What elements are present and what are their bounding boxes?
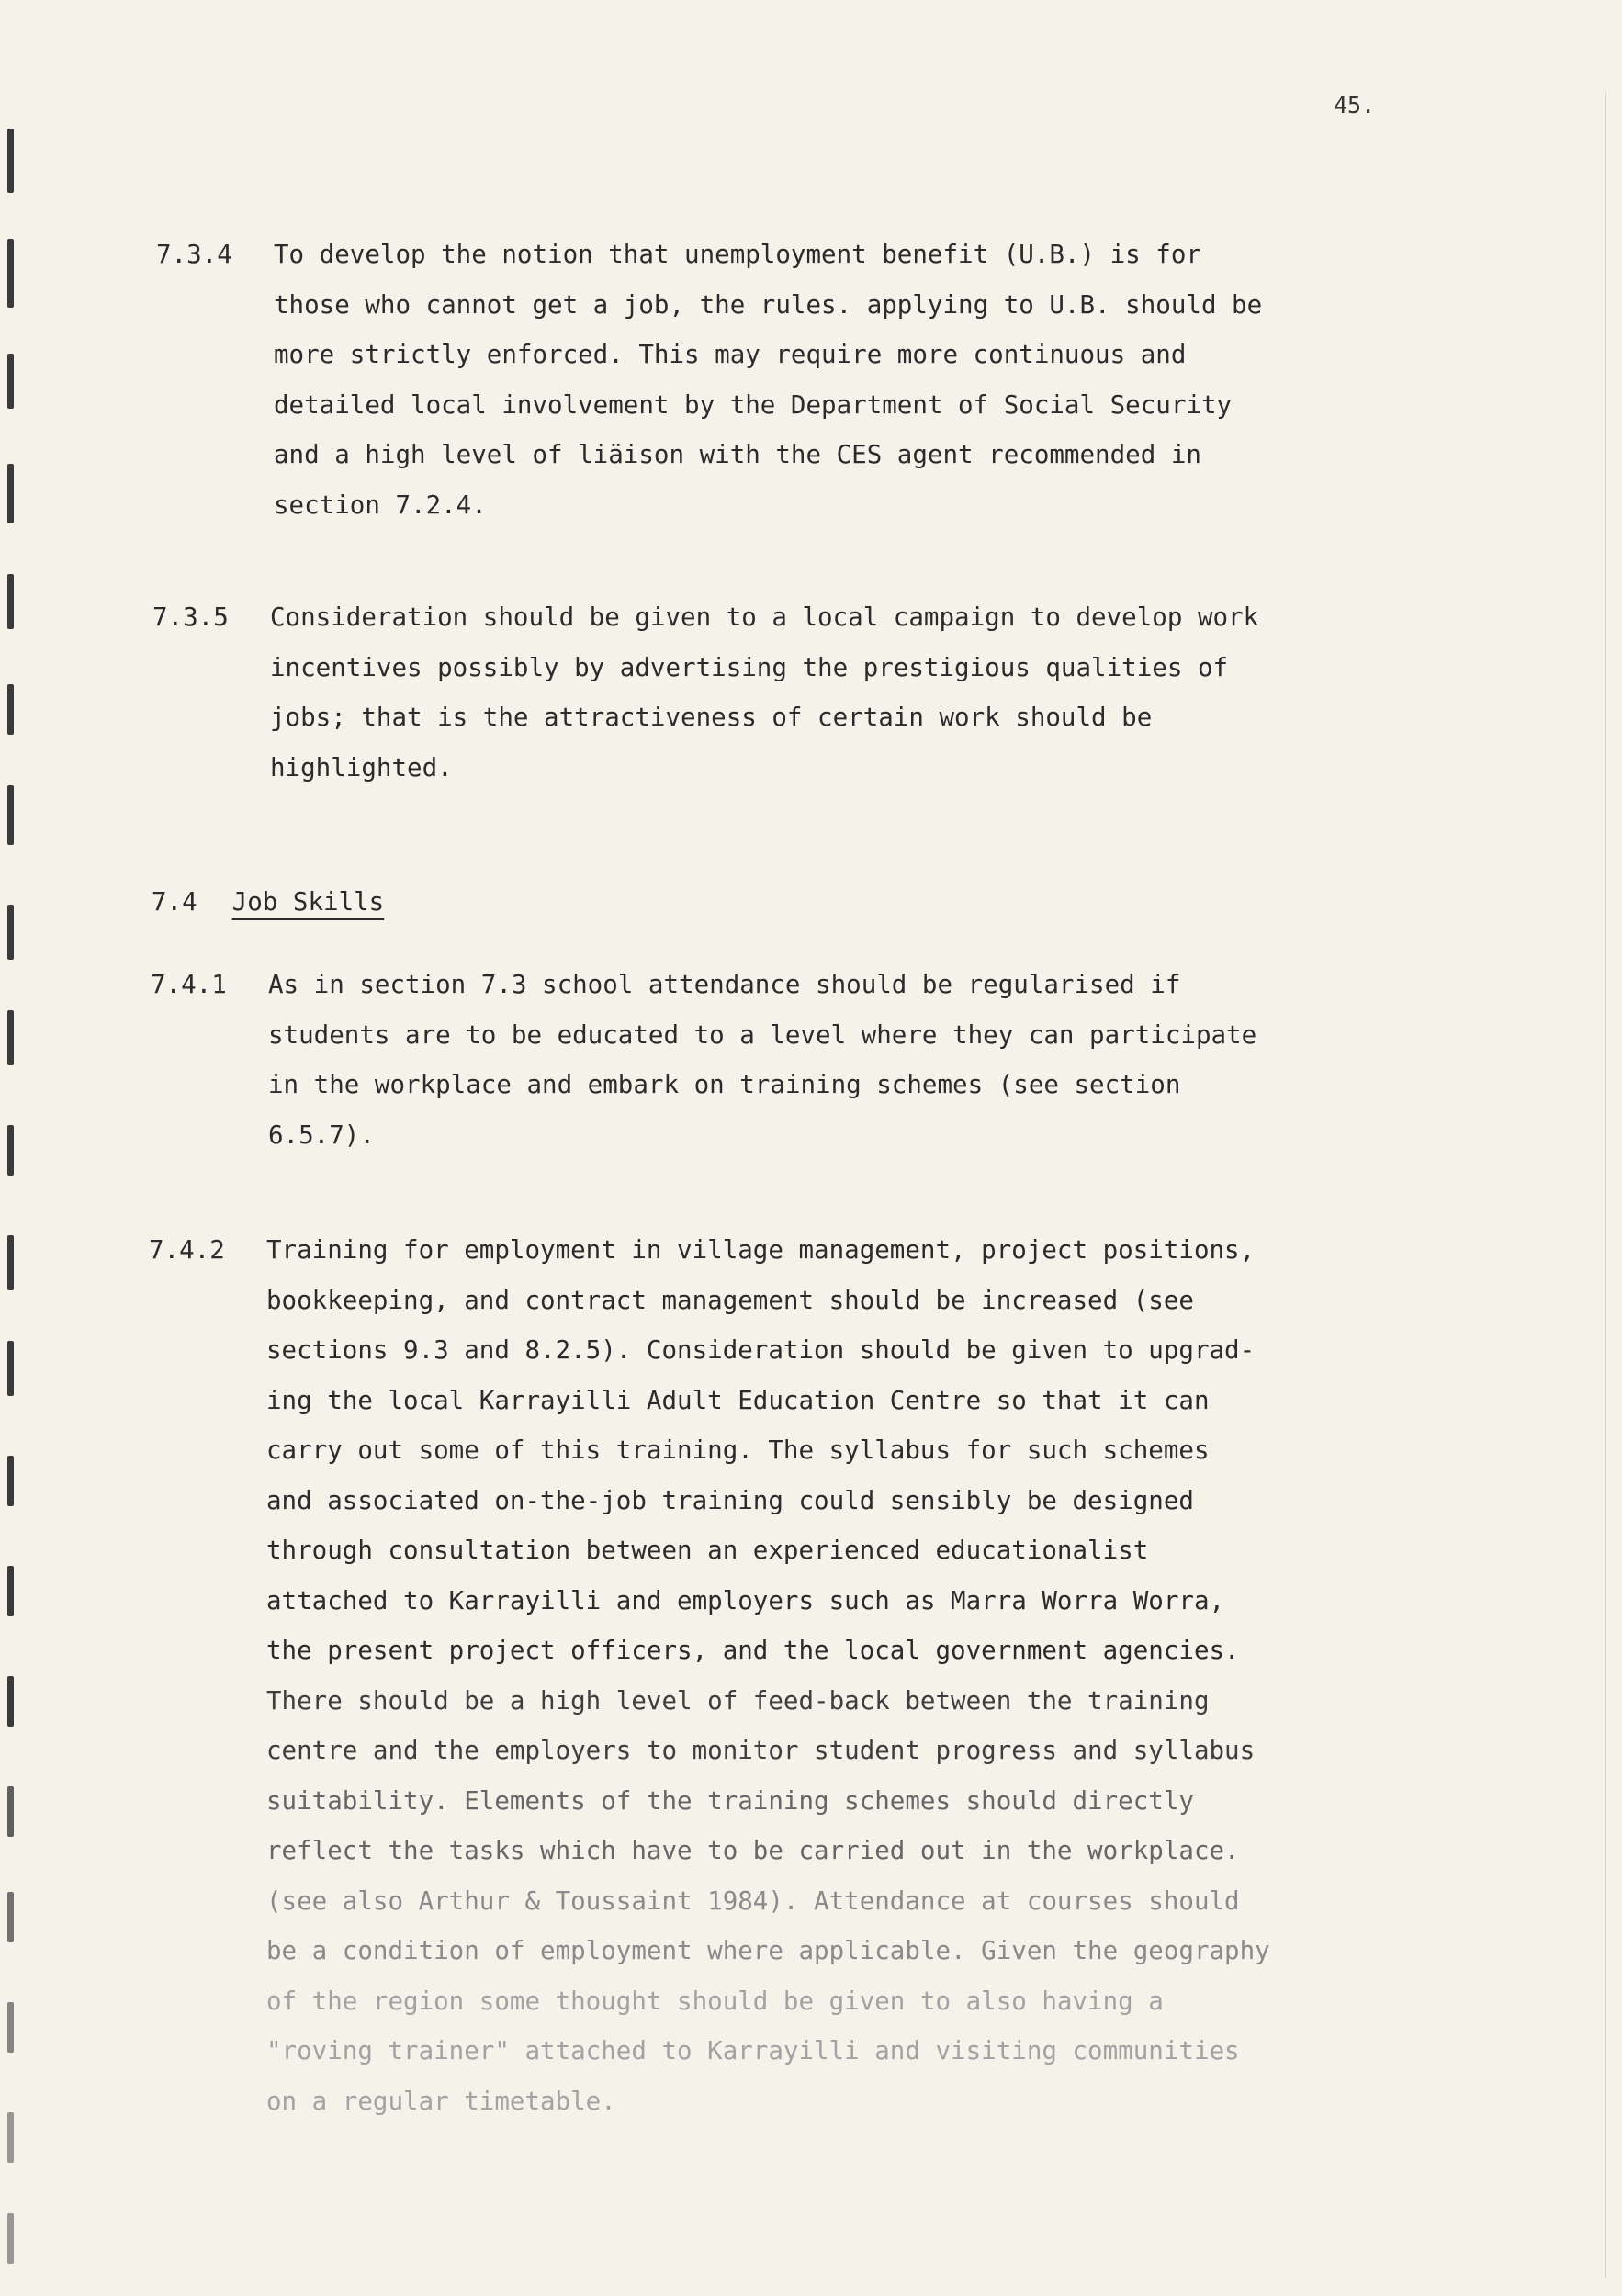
text-line: in the workplace and embark on training schemes (see section xyxy=(268,1070,1181,1099)
binding-mark xyxy=(7,1786,14,1837)
text-line: sections 9.3 and 8.2.5). Consideration should be given to upgrad- xyxy=(266,1335,1256,1365)
text-line: students are to be educated to a level where they can participate xyxy=(268,1019,1257,1050)
clause-number: 7.3.4 xyxy=(156,240,232,269)
text-line: reflect the tasks which have to be carried out in the workplace. xyxy=(266,1836,1240,1865)
text-line: section 7.2.4. xyxy=(274,490,487,520)
binding-mark xyxy=(7,239,14,308)
text-line: incentives possibly by advertising the prestigious qualities of xyxy=(270,652,1229,682)
clause-number: 7.3.5 xyxy=(152,602,229,632)
binding-mark xyxy=(7,2213,14,2264)
text-line: Consideration should be given to a local campaign to develop work xyxy=(270,602,1259,632)
clause-body xyxy=(268,960,1256,1160)
text-line: (see also Arthur & Toussaint 1984). Attendance at courses should xyxy=(266,1885,1240,1916)
text-line: bookkeeping, and contract management should be increased (see xyxy=(266,1285,1194,1315)
text-line: 6.5.7). xyxy=(268,1120,375,1150)
binding-mark xyxy=(7,1235,14,1290)
binding-mark xyxy=(7,1010,14,1065)
text-line: Training for employment in village management, project positions, xyxy=(266,1235,1256,1265)
text-line: and associated on-the-job training could sensibly be designed xyxy=(266,1485,1194,1515)
text-line: attached to Karrayilli and employers such as Marra Worra Worra, xyxy=(266,1585,1225,1615)
binding-mark xyxy=(7,785,14,845)
section-number: 7.4 xyxy=(152,887,197,917)
text-line: those who cannot get a job, the rules. applying to U.B. should be xyxy=(274,289,1263,320)
binding-mark xyxy=(7,1125,14,1176)
text-line: the present project officers, and the local government agencies. xyxy=(266,1636,1240,1665)
text-line: highlighted. xyxy=(270,752,453,782)
text-line: There should be a high level of feed-back between the training xyxy=(266,1685,1210,1716)
binding-mark xyxy=(7,1456,14,1506)
binding-mark xyxy=(7,129,14,193)
clause-number: 7.4.1 xyxy=(151,970,227,999)
text-line: As in section 7.3 school attendance should be regularised if xyxy=(268,970,1181,999)
text-line: To develop the notion that unemployment benefit (U.B.) is for xyxy=(274,240,1201,269)
clause-body xyxy=(270,592,1258,793)
section-heading xyxy=(152,877,384,927)
binding-mark xyxy=(7,1892,14,1942)
clause-body xyxy=(274,230,1262,530)
text-line: carry out some of this training. The syllabus for such schemes xyxy=(266,1435,1210,1465)
binding-mark xyxy=(7,684,14,735)
text-line: through consultation between an experienced educationalist xyxy=(266,1536,1149,1565)
binding-mark xyxy=(7,2002,14,2053)
page-number: 45. xyxy=(1334,92,1376,118)
text-line: detailed local involvement by the Department of Social Security xyxy=(274,389,1233,420)
text-line: suitability. Elements of the training schemes should directly xyxy=(266,1785,1194,1816)
text-line: centre and the employers to monitor student progress and syllabus xyxy=(266,1736,1256,1765)
binding-mark xyxy=(7,464,14,523)
binding-mark xyxy=(7,354,14,409)
binding-mark xyxy=(7,1341,14,1396)
binding-mark xyxy=(7,574,14,629)
text-line: more strictly enforced. This may require more continuous and xyxy=(274,340,1187,369)
binding-mark xyxy=(7,2112,14,2163)
binding-mark xyxy=(7,905,14,960)
clause-body xyxy=(266,1225,1270,2126)
text-line: be a condition of employment where applicable. Given the geography xyxy=(266,1936,1270,1965)
page-edge-line xyxy=(1605,92,1606,2278)
text-line: jobs; that is the attractiveness of certain work should be xyxy=(270,703,1153,732)
text-line: on a regular timetable. xyxy=(266,2086,616,2116)
text-line: "roving trainer" attached to Karrayilli and visiting communities xyxy=(266,2036,1240,2065)
binding-mark xyxy=(7,1676,14,1727)
text-line: and a high level of liäison with the CES agent recommended in xyxy=(274,440,1201,469)
text-line: of the region some thought should be given to also having a xyxy=(266,1986,1164,2016)
section-title: Job Skills xyxy=(231,887,385,917)
binding-mark xyxy=(7,1566,14,1616)
text-line: ing the local Karrayilli Adult Education Centre so that it can xyxy=(266,1385,1210,1415)
clause-number: 7.4.2 xyxy=(149,1235,225,1265)
